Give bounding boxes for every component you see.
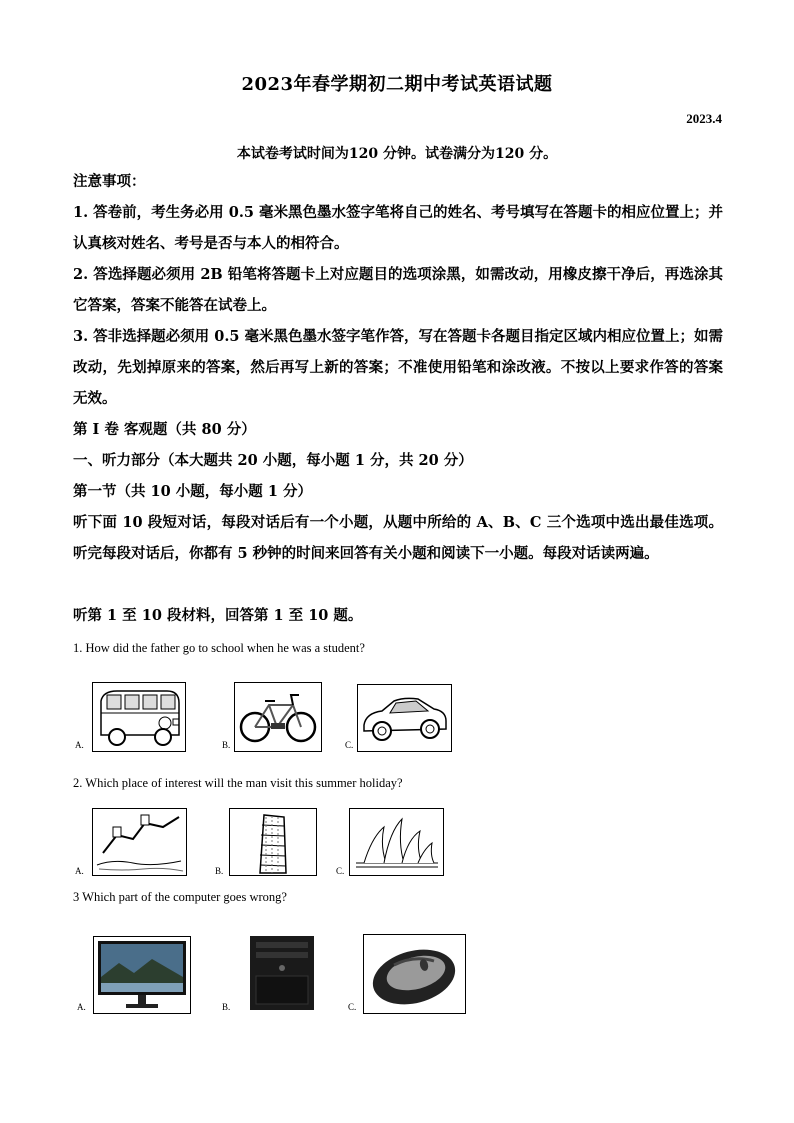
- notes-heading: 注意事项：: [73, 173, 146, 190]
- car-icon: [357, 684, 452, 752]
- listening-heading: 一、听力部分（本大题共 20 小题，每小题 1 分，共 20 分）: [73, 452, 473, 469]
- exam-date: 2023.4: [686, 111, 722, 126]
- bus-icon: [92, 682, 186, 752]
- note-item-1: 1. 答卷前，考生务必用 0.5 毫米黑色墨水签字笔将自己的姓名、考号填写在答题卡的相应位置上；并认真核对姓名、考号是否与本人的相符合。: [73, 204, 724, 252]
- option-label: B.: [222, 1002, 231, 1012]
- computer-case-icon: [240, 934, 324, 1012]
- part-heading: 第 I 卷 客观题（共 80 分）: [73, 421, 256, 438]
- option-label: A.: [77, 1002, 86, 1012]
- monitor-icon: [93, 936, 191, 1014]
- option-label: B.: [215, 866, 224, 876]
- great-wall-icon: [92, 808, 187, 876]
- exam-info: 本试卷考试时间为120 分钟。试卷满分为120 分。: [236, 146, 558, 162]
- listening-instructions: 听下面 10 段短对话，每段对话后有一个小题，从题中所给的 A、B、C 三个选项中选出最佳选项。听完每段对话后，你都有 5 秒钟的时间来回答有关小题和阅读下一小题。每段对话读两遍。: [73, 514, 723, 562]
- leaning-tower-icon: [229, 808, 317, 876]
- section-heading: 第一节（共 10 小题，每小题 1 分）: [73, 483, 312, 500]
- bicycle-icon: [234, 682, 322, 752]
- mouse-icon: [363, 934, 466, 1014]
- question-2: 2. Which place of interest will the man visit this summer holiday?: [73, 776, 403, 790]
- page-title: 2023年春学期初二期中考试英语试题: [241, 74, 553, 95]
- materials-instructions: 听第 1 至 10 段材料，回答第 1 至 10 题。: [73, 607, 363, 624]
- note-item-3: 3. 答非选择题必须用 0.5 毫米黑色墨水签字笔作答，写在答题卡各题目指定区域内相应位置上；如需改动，先划掉原来的答案，然后再写上新的答案；不准使用铅笔和涂改液。不按以上要求作答的答案无效。: [73, 328, 724, 407]
- option-label: C.: [348, 1002, 357, 1012]
- option-label: C.: [336, 866, 345, 876]
- option-label: C.: [345, 740, 354, 750]
- option-label: B.: [222, 740, 231, 750]
- note-item-2: 2. 答选择题必须用 2B 铅笔将答题卡上对应题目的选项涂黑，如需改动，用橡皮擦干净后，再选涂其它答案，答案不能答在试卷上。: [73, 266, 723, 314]
- question-3: 3 Which part of the computer goes wrong?: [73, 890, 287, 904]
- opera-house-icon: [349, 808, 444, 876]
- question-1: 1. How did the father go to school when he was a student?: [73, 641, 365, 655]
- option-label: A.: [75, 866, 84, 876]
- option-label: A.: [75, 740, 84, 750]
